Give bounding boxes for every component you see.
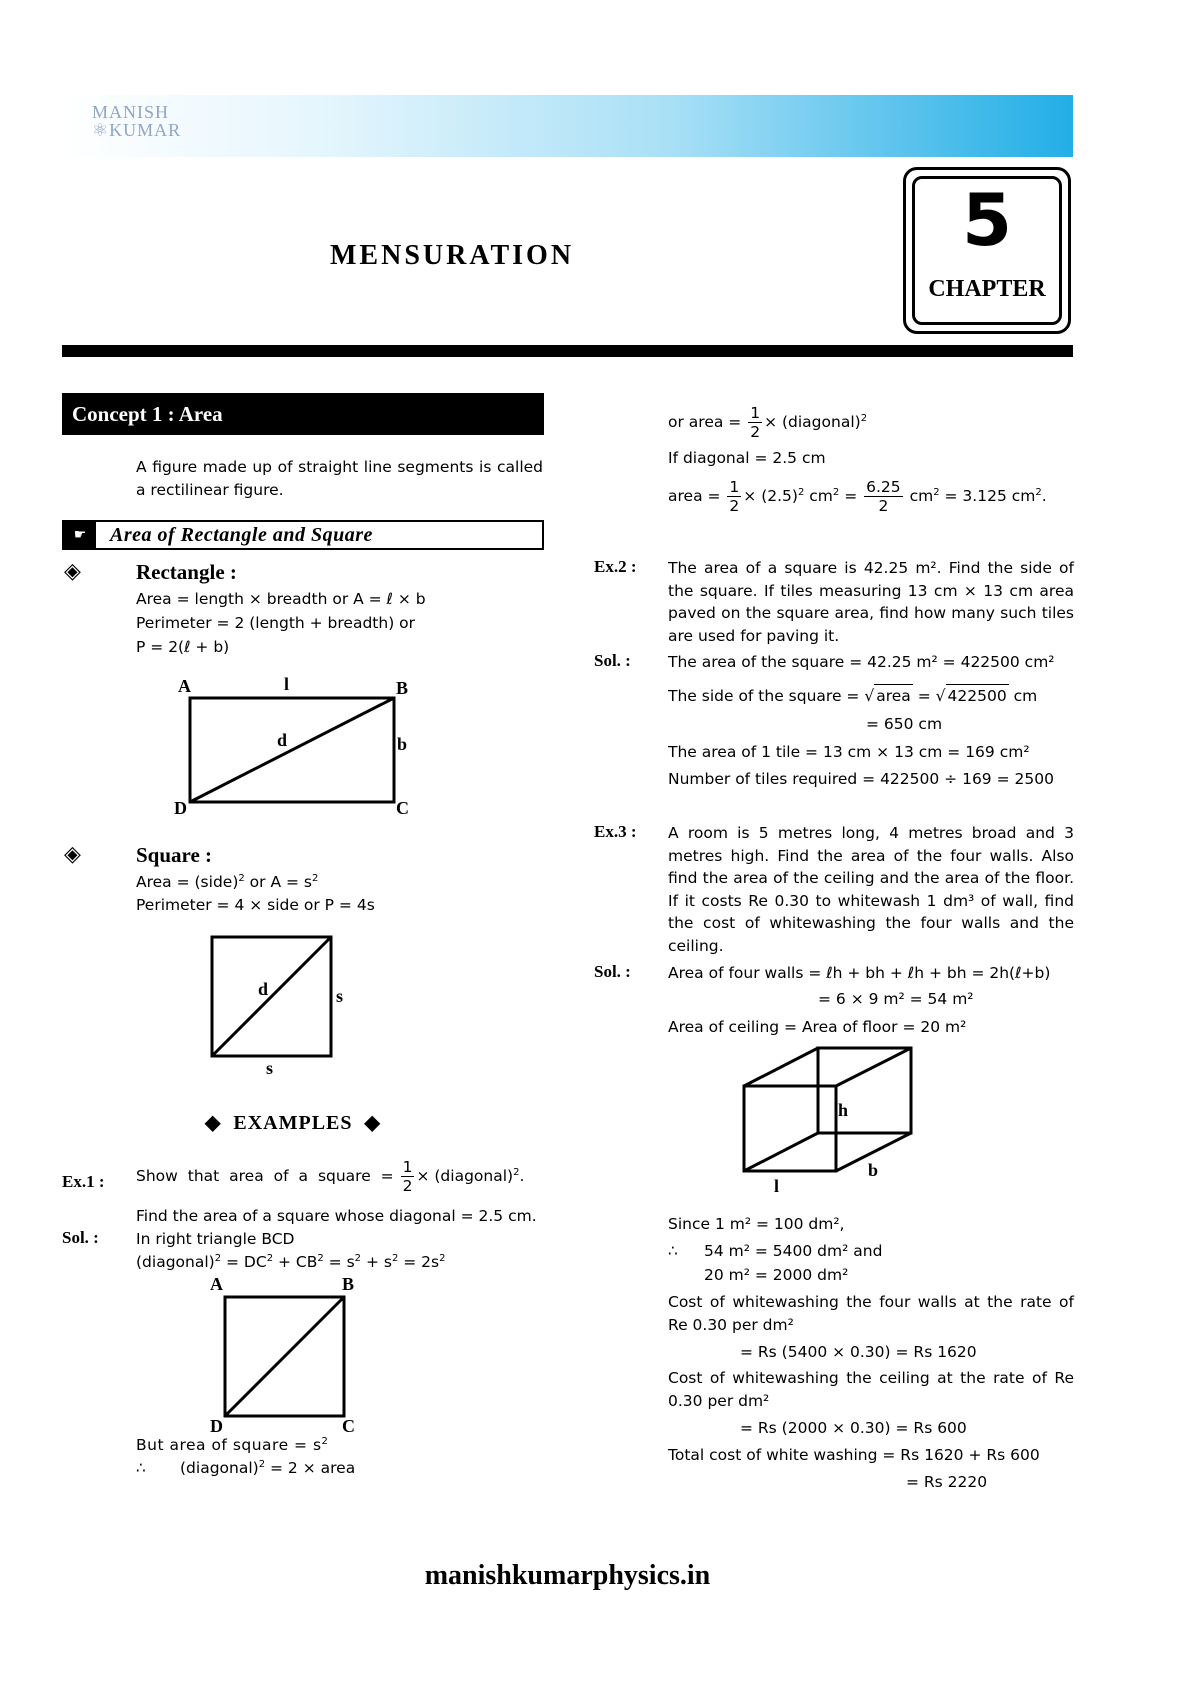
rect-label-l: l [284, 674, 290, 694]
ex1-s2-sup: 2 [266, 1252, 274, 1264]
cuboid-edge [744, 1133, 818, 1171]
rect-label-d: d [277, 730, 288, 750]
ex1-s3a: But area of square = s [136, 1436, 322, 1454]
ex2-sol-line3: = 650 cm [866, 715, 943, 733]
ex1-r3-mid2: cm [804, 487, 833, 505]
ex1-r3-post: cm [909, 487, 934, 505]
ex1-question [136, 1158, 546, 1195]
ex2-s2-post: cm [1008, 687, 1038, 705]
ex2-s2-pre: The side of the square = [668, 687, 860, 705]
square-diagonal [212, 937, 331, 1056]
ex1-s2e: + s [361, 1253, 392, 1271]
cuboid-edge [744, 1048, 818, 1086]
concept-heading: Concept 1 : Area [62, 393, 544, 435]
ex1-r3-fraction1 [727, 478, 741, 515]
square-area-sup2: 2 [311, 872, 319, 884]
ex1-sol-line4 [180, 1457, 355, 1480]
ex1-r3-sup: 2 [832, 486, 840, 498]
ex1-r3-num1: 1 [729, 478, 740, 496]
ex1-fraction [401, 1158, 415, 1195]
pointer-icon: ☛ [64, 522, 96, 548]
ex1-frac-num: 1 [402, 1158, 413, 1176]
ex1-s2f: = 2s [398, 1253, 440, 1271]
ex1-result-line2: If diagonal = 2.5 cm [668, 449, 826, 467]
ex1-r3-mid: × (2.5) [743, 487, 798, 505]
logo-line2 [92, 121, 181, 139]
ex1-r1-num: 1 [750, 404, 761, 422]
ex2-sol-line5: Number of tiles required = 422500 ÷ 169 = 2500 [668, 770, 1054, 788]
sqrt-icon: √ [935, 687, 946, 705]
square-label-s-bottom: s [266, 1058, 274, 1078]
square-area-b: or A = s [244, 873, 312, 891]
ex1-r3-dot: . [1041, 487, 1047, 505]
ex3-sol-line7: Cost of whitewashing the four walls at the rate of Re 0.30 per dm² [668, 1293, 1074, 1334]
ex1-frac-den: 2 [402, 1177, 413, 1195]
ex1-label-c: C [342, 1416, 355, 1436]
ex1-q-post: × (diagonal) [416, 1167, 514, 1185]
ex1-s4b: = 2 × area [265, 1459, 356, 1477]
ex1-r3-fraction2 [864, 478, 903, 515]
header-rule [62, 345, 1073, 357]
ex1-r3-num2: 6.25 [866, 478, 901, 496]
square-perimeter: Perimeter = 4 × side or P = 4s [136, 896, 375, 914]
ex1-r1-fraction [748, 404, 762, 441]
ex3-sol-line3: Area of ceiling = Area of floor = 20 m² [668, 1018, 967, 1036]
ex2-sqrt1: area [874, 684, 913, 708]
cuboid-label-h: h [838, 1100, 849, 1120]
rect-label-b-side: b [397, 734, 408, 754]
atom-icon: ⚛ [92, 120, 110, 140]
page-title: MENSURATION [330, 240, 575, 271]
ex2-question: The area of a square is 42.25 m². Find the side of the square. If tiles measuring 13 cm × 13 cm area paved on the square area, find how many such tiles are used for paving it. [668, 559, 1074, 645]
cuboid-front-face [744, 1086, 836, 1171]
ex3-tag: Ex.3 : [594, 822, 637, 841]
ex1-s2c: + CB [273, 1253, 318, 1271]
ex1-result-line1 [668, 404, 867, 441]
ex3-sol-tag: Sol. : [594, 962, 631, 981]
ex1-s2d: = s [323, 1253, 355, 1271]
square-area-sup1: 2 [238, 872, 245, 884]
ex3-sol-line4: Since 1 m² = 100 dm², [668, 1215, 845, 1233]
ex1-sup: 2 [513, 1166, 520, 1178]
concept-intro: A figure made up of straight line segments is called a rectilinear figure. [136, 458, 543, 499]
ex1-s2-sup: 2 [317, 1252, 324, 1264]
ex1-q-end: . [519, 1167, 525, 1185]
examples-heading [205, 1110, 381, 1135]
ex1-s2b: = DC [221, 1253, 267, 1271]
ex3-sol-line9: Cost of whitewashing the ceiling at the rate of Re 0.30 per dm² [668, 1369, 1074, 1410]
ex1-r3-sup: 2 [797, 486, 805, 498]
ex1-r3-sup: 2 [933, 486, 940, 498]
rectangle-heading: Rectangle : [136, 560, 237, 584]
ex2-sol-line2 [668, 684, 1037, 708]
chapter-number: 5 [961, 178, 1013, 262]
ex1-s2-sup: 2 [391, 1252, 399, 1264]
subsection-box [62, 520, 544, 550]
diamond-icon: ◆ [205, 1112, 222, 1134]
rect-label-a: A [178, 676, 191, 696]
ex1-sol-line3 [136, 1434, 328, 1457]
square-area-a: Area = (side) [136, 873, 239, 891]
rectangle-perimeter-formula: P = 2(ℓ + b) [136, 638, 230, 656]
ex1-therefore: ∴ [136, 1459, 146, 1477]
rect-label-d-vertex: D [174, 798, 187, 818]
ex1-s2-sup: 2 [214, 1252, 222, 1264]
ex3-sol-line12: = Rs 2220 [906, 1473, 988, 1491]
ex1-square-diagonal [225, 1297, 344, 1416]
ex1-sol-line1: In right triangle BCD [136, 1230, 295, 1248]
ex1-s3-sup: 2 [321, 1435, 329, 1447]
ex3-sol-line11: Total cost of white washing = Rs 1620 + Rs 600 [668, 1446, 1040, 1464]
ex2-s2-eq: = [912, 687, 931, 705]
ex1-result-line3 [668, 478, 1047, 515]
ex1-s4-sup: 2 [258, 1458, 266, 1470]
ex1-label-b: B [342, 1274, 355, 1294]
rectangle-figure [160, 670, 420, 820]
rect-label-b-vertex: B [396, 678, 409, 698]
diamond-icon: ◈ [64, 842, 81, 867]
ex2-sol-line4: The area of 1 tile = 13 cm × 13 cm = 169 cm² [668, 743, 1030, 761]
ex2-sol-tag: Sol. : [594, 651, 631, 670]
logo-line2-text: KUMAR [109, 120, 182, 140]
ex1-s2-sup: 2 [354, 1252, 362, 1264]
rectangle-diagonal [190, 698, 394, 802]
ex3-therefore: ∴ [668, 1242, 678, 1260]
ex3-sol-line6: 20 m² = 2000 dm² [704, 1266, 849, 1284]
rect-label-c: C [396, 798, 409, 818]
ex1-q-pre: Show that area of a square = [136, 1167, 394, 1185]
ex1-r1-den: 2 [750, 423, 761, 441]
cuboid-edge [836, 1048, 911, 1086]
ex1-r3-eq: = [839, 487, 858, 505]
ex1-tag: Ex.1 : [62, 1172, 105, 1191]
ex1-question-line2: Find the area of a square whose diagonal = 2.5 cm. [136, 1207, 537, 1225]
subsection-title: Area of Rectangle and Square [110, 524, 373, 546]
ex1-sol-tag: Sol. : [62, 1228, 99, 1247]
cuboid-figure [730, 1040, 920, 1180]
ex3-sol-line5: 54 m² = 5400 dm² and [704, 1242, 883, 1260]
ex2-sol-line1: The area of the square = 42.25 m² = 422500 cm² [668, 653, 1055, 671]
square-heading: Square : [136, 843, 213, 867]
ex1-r3-den2: 2 [878, 497, 889, 515]
ex3-question: A room is 5 metres long, 4 metres broad and 3 metres high. Find the area of the four walls. Also find the area of the ceiling and the area of the floor. If it costs Re 0.30 to whitewash 1 dm³ of wall, find the cost of whitewashing the four walls and the ceiling. [668, 824, 1074, 955]
footer-url: manishkumarphysics.in [424, 1560, 711, 1591]
diamond-icon: ◆ [364, 1112, 381, 1134]
rectangle-perimeter: Perimeter = 2 (length + breadth) or [136, 614, 416, 632]
square-label-s-side: s [336, 986, 344, 1006]
ex1-r1-sup: 2 [860, 412, 868, 424]
ex1-r1-post: × (diagonal) [764, 413, 861, 431]
ex1-r3-sup: 2 [1035, 486, 1042, 498]
ex1-s2-sup: 2 [439, 1252, 446, 1264]
ex1-square-figure [210, 1285, 360, 1425]
logo-line1: MANISH [92, 102, 170, 122]
ex1-r3-den1: 2 [729, 497, 740, 515]
chapter-label: CHAPTER [928, 276, 1046, 302]
ex1-sol-line2 [136, 1251, 446, 1274]
ex3-sol-line1: Area of four walls = ℓh + bh + ℓh + bh = 2h(ℓ+b) [668, 964, 1051, 982]
ex1-s2a: (diagonal) [136, 1253, 215, 1271]
ex1-s4a: (diagonal) [180, 1459, 259, 1477]
ex1-r3-end: = 3.125 cm [939, 487, 1036, 505]
ex1-r3-pre: area = [668, 487, 721, 505]
ex1-label-d: D [210, 1416, 223, 1436]
logo [92, 103, 181, 139]
diamond-icon: ◈ [64, 559, 81, 584]
cuboid-label-l: l [774, 1176, 780, 1196]
examples-heading-text: EXAMPLES [233, 1112, 353, 1134]
cuboid-label-b: b [868, 1160, 879, 1180]
square-area [136, 871, 318, 894]
square-figure [200, 925, 350, 1065]
header-band [62, 95, 1073, 157]
rectangle-area: Area = length × breadth or A = ℓ × b [136, 590, 426, 608]
square-label-d: d [258, 979, 269, 999]
ex1-r1-pre: or area = [668, 413, 742, 431]
ex3-sol-line8: = Rs (5400 × 0.30) = Rs 1620 [740, 1343, 977, 1361]
sqrt-icon: √ [864, 687, 875, 705]
ex3-sol-line2: = 6 × 9 m² = 54 m² [818, 990, 974, 1008]
ex2-sqrt2: 422500 [946, 684, 1009, 708]
ex1-label-a: A [210, 1274, 223, 1294]
ex3-sol-line10: = Rs (2000 × 0.30) = Rs 600 [740, 1419, 967, 1437]
cuboid-back-face [818, 1048, 911, 1133]
ex2-tag: Ex.2 : [594, 557, 637, 576]
